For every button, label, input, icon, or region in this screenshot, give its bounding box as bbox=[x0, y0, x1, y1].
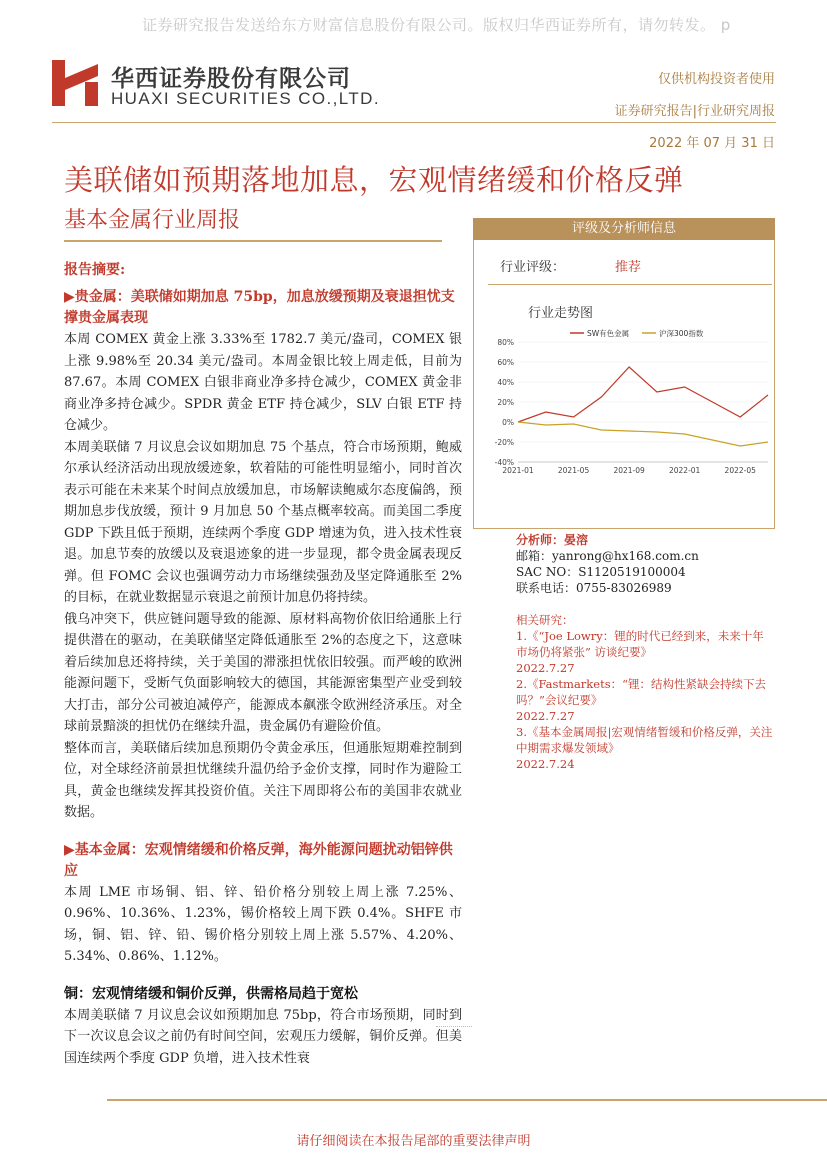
company-name-cn: 华西证券股份有限公司 bbox=[111, 66, 351, 92]
paragraph: 本周美联储 7 月议息会议如期加息 75 个基点，符合市场预期，鲍威尔承认经济活动出现放缓迹象，软着陆的可能性明显缩小，同时首次表示可能在未来某个时间点放缓加息，市场解读鲍威尔态度偏鸽，预期加息步伐放缓，预计 9 月加息 50 个基点概率较高。而美国二季度 GDP 下跌且低于预期，连续两个季度 GDP 增速为负，进入技术性衰退。加息节奏的放缓以及衰退迹象的进一步显现，都令贵金属表现反弹。但 FOMC 会议也强调劳动力市场继续强劲及坚定降通胀至 2%的目标，在就业数据显示衰退之前预计加息仍将持续。 bbox=[64, 439, 462, 605]
company-logo bbox=[52, 60, 98, 106]
x-tick-label: 2021-05 bbox=[557, 466, 590, 475]
related-item[interactable]: 2.《Fastmarkets：“锂：结构性紧缺会持续下去吗？”会议纪要》 bbox=[516, 677, 766, 707]
footer-divider bbox=[107, 1099, 827, 1101]
report-subtitle: 基本金属行业周报 bbox=[64, 208, 241, 233]
paragraph: 本周美联储 7 月议息会议如预期加息 75bp，符合市场预期，同时到下一次议息会议之前仍有时间空间，宏观压力缓解，铜价反弹。但美国连续两个季度 GDP 负增，进入技术性衰 bbox=[64, 1007, 462, 1066]
analyst-sac: SAC NO：S1120519100004 bbox=[516, 565, 686, 579]
rating-box-header: 评级及分析师信息 bbox=[473, 218, 775, 240]
analyst-info bbox=[516, 532, 699, 596]
related-date: 2022.7.27 bbox=[516, 661, 575, 675]
text-fade bbox=[436, 1026, 472, 1027]
paragraph: 本周 COMEX 黄金上涨 3.33%至 1782.7 美元/盎司，COMEX 银上涨 9.98%至 20.34 美元/盎司。本周金银比较上周走低，目前为 87.67。本周 COMEX 白银非商业净多持仓减少，COMEX 黄金非商业净多持仓减少。SPDR 黄金 ETF 持仓减少，SLV 白银 ETF 持仓减少。 bbox=[64, 332, 462, 433]
series-line bbox=[518, 367, 768, 422]
report-date: 2022 年 07 月 31 日 bbox=[649, 136, 775, 151]
y-tick-label: 80% bbox=[497, 338, 514, 347]
report-title: 美联储如预期落地加息，宏观情绪缓和价格反弹 bbox=[64, 163, 684, 197]
related-date: 2022.7.27 bbox=[516, 709, 575, 723]
related-date: 2022.7.24 bbox=[516, 757, 575, 771]
analyst-email: 邮箱：yanrong@hx168.com.cn bbox=[516, 549, 699, 563]
related-item[interactable]: 3.《基本金属周报|宏观情绪暂缓和价格反弹，关注中期需求爆发领域》 bbox=[516, 725, 773, 755]
x-tick-label: 2022-01 bbox=[668, 466, 701, 475]
series-line bbox=[518, 422, 768, 446]
summary-column bbox=[64, 260, 462, 1069]
related-research bbox=[516, 612, 774, 772]
legend-label: 沪深300指数 bbox=[659, 329, 704, 338]
paragraph: 整体而言，美联储后续加息预期仍令黄金承压，但通胀短期难控制到位，对全球经济前景担忧继续升温仍给予金价支撑，同时作为避险工具，黄金也继续发挥其投资价值。关注下周即将公布的美国非农就业数据。 bbox=[64, 740, 462, 820]
y-tick-label: 40% bbox=[497, 378, 514, 387]
header-divider bbox=[52, 122, 776, 123]
analyst-phone: 联系电话：0755-83026989 bbox=[516, 581, 672, 595]
industry-trend-chart bbox=[478, 322, 774, 484]
y-tick-label: -20% bbox=[494, 438, 514, 447]
report-category: 证券研究报告|行业研究周报 bbox=[614, 104, 775, 119]
summary-heading: 报告摘要: bbox=[64, 262, 126, 278]
subtitle-underline bbox=[64, 240, 442, 242]
related-item[interactable]: 1.《“Joe Lowry：锂的时代已经到来，未来十年市场仍将紧张” 访谈纪要》 bbox=[516, 629, 764, 659]
related-heading: 相关研究： bbox=[516, 613, 574, 627]
paragraph: 本周 LME 市场铜、铝、锌、铅价格分别较上周上涨 7.25%、0.96%、10.36%、1.23%，锡价格较上周下跌 0.4%。SHFE 市场，铜、铝、锌、铅、锡价格分别较上周上涨 5.57%、4.20%、5.34%、0.86%、1.12%。 bbox=[64, 884, 462, 964]
trend-label: 行业走势图 bbox=[528, 306, 594, 321]
paragraph: 俄乌冲突下，供应链问题导致的能源、原材料高物价依旧给通胀上行提供潜在的驱动，在美联储坚定降低通胀至 2%的态度之下，这意味着后续加息还将持续，关于美国的滞涨担忧依旧较强。而严峻的欧洲能源问题下，受断气负面影响较大的德国，其能源密集型产业受到较大打击，部分公司被迫减停产，能源成本飙涨令欧洲经济承压。对全球前景黯淡的担忧仍在继续升温，贵金属仍有避险价值。 bbox=[64, 611, 462, 734]
x-tick-label: 2022-05 bbox=[724, 466, 756, 475]
watermark: 证券研究报告发送给东方财富信息股份有限公司。版权归华西证券所有，请勿转发。 p bbox=[142, 16, 731, 34]
rating-value: 推荐 bbox=[615, 260, 642, 275]
rating-divider bbox=[488, 284, 772, 285]
footer-notice: 请仔细阅读在本报告尾部的重要法律声明 bbox=[296, 1134, 531, 1149]
legend-label: SW有色金属 bbox=[587, 329, 630, 338]
y-tick-label: -40% bbox=[494, 458, 514, 467]
y-tick-label: 60% bbox=[497, 358, 514, 367]
company-name-en: HUAXI SECURITIES CO.,LTD. bbox=[111, 89, 380, 108]
rating-label: 行业评级： bbox=[500, 260, 566, 275]
y-tick-label: 20% bbox=[497, 398, 514, 407]
section-heading: 铜：宏观情绪缓和铜价反弹，供需格局趋于宽松 bbox=[64, 985, 358, 1002]
x-tick-label: 2021-01 bbox=[502, 466, 534, 475]
section-heading: ▶基本金属：宏观情绪缓和价格反弹，海外能源问题扰动铝锌供应 bbox=[64, 841, 453, 879]
section-heading: ▶贵金属：美联储如期加息 75bp，加息放缓预期及衰退担忧支撑贵金属表现 bbox=[64, 289, 455, 326]
y-tick-label: 0% bbox=[502, 418, 514, 427]
audience-note: 仅供机构投资者使用 bbox=[657, 72, 775, 87]
analyst-name: 分析师：晏溶 bbox=[516, 533, 589, 547]
x-tick-label: 2021-09 bbox=[613, 466, 645, 475]
